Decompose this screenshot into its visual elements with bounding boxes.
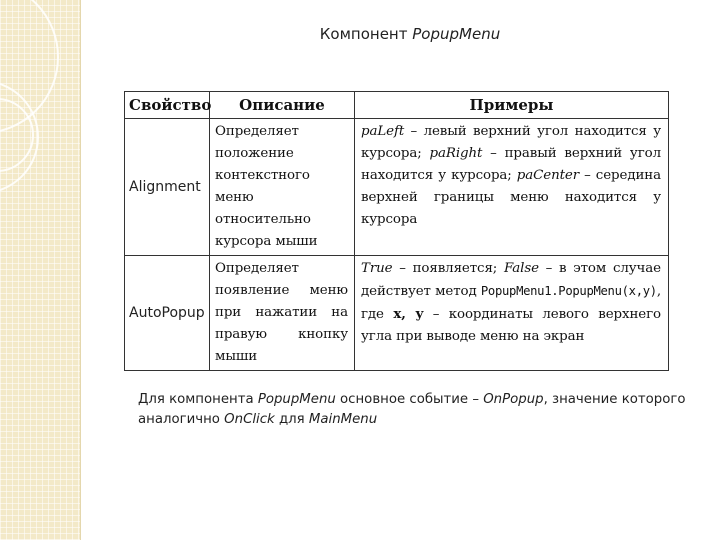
note-text: основное событие –: [335, 392, 484, 407]
example-text: – середина верхней границы меню находится у курсора: [361, 168, 662, 227]
example-term: paLeft: [361, 124, 405, 139]
example-text: – в этом случае действует метод: [361, 261, 661, 300]
table-row: [125, 256, 669, 371]
title-component: PopupMenu: [412, 25, 501, 43]
example-text: – координаты левого верхнего угла при выводе меню на экран: [361, 307, 661, 345]
title-prefix: Компонент: [319, 25, 413, 43]
example-text: – появляется;: [392, 261, 504, 277]
example-term: False: [503, 261, 539, 277]
slide-title: [0, 25, 720, 43]
code-snippet: PopupMenu1.PopupMenu(x,y): [480, 284, 657, 299]
header-description: Описание: [210, 92, 355, 119]
note-text: Для компонента: [138, 392, 258, 407]
note-text: для: [274, 412, 309, 427]
header-property: Свойство: [125, 92, 210, 119]
note-text: , значение которого аналогично: [138, 392, 686, 427]
property-cell: Alignment: [125, 119, 210, 256]
note-term: OnClick: [224, 412, 275, 427]
properties-table: [124, 91, 669, 371]
example-text: – правый верхний угол находится у курсора;: [361, 146, 661, 183]
examples-cell: [355, 119, 669, 256]
note-term: MainMenu: [308, 412, 378, 427]
description-cell: Определяет положение контекстного меню относительно курсора мыши: [210, 119, 355, 256]
example-term: x, y: [393, 306, 424, 323]
decorative-sidebar: [0, 0, 81, 540]
table-row: [125, 119, 669, 256]
note-term: PopupMenu: [257, 392, 336, 407]
example-text: – левый верхний угол находится у курсора;: [361, 124, 661, 161]
table-header-row: [125, 92, 669, 119]
examples-cell: [355, 256, 669, 371]
header-examples: Примеры: [355, 92, 669, 119]
note-term: OnPopup: [483, 392, 544, 407]
example-term: paCenter: [516, 168, 580, 183]
property-cell: AutoPopup: [125, 256, 210, 371]
note-paragraph: [138, 390, 698, 430]
example-text: , где: [361, 284, 661, 323]
example-term: paRight: [429, 146, 483, 161]
example-term: True: [361, 261, 393, 277]
description-cell: Определяет появление меню при нажатии на правую кнопку мыши: [210, 256, 355, 371]
